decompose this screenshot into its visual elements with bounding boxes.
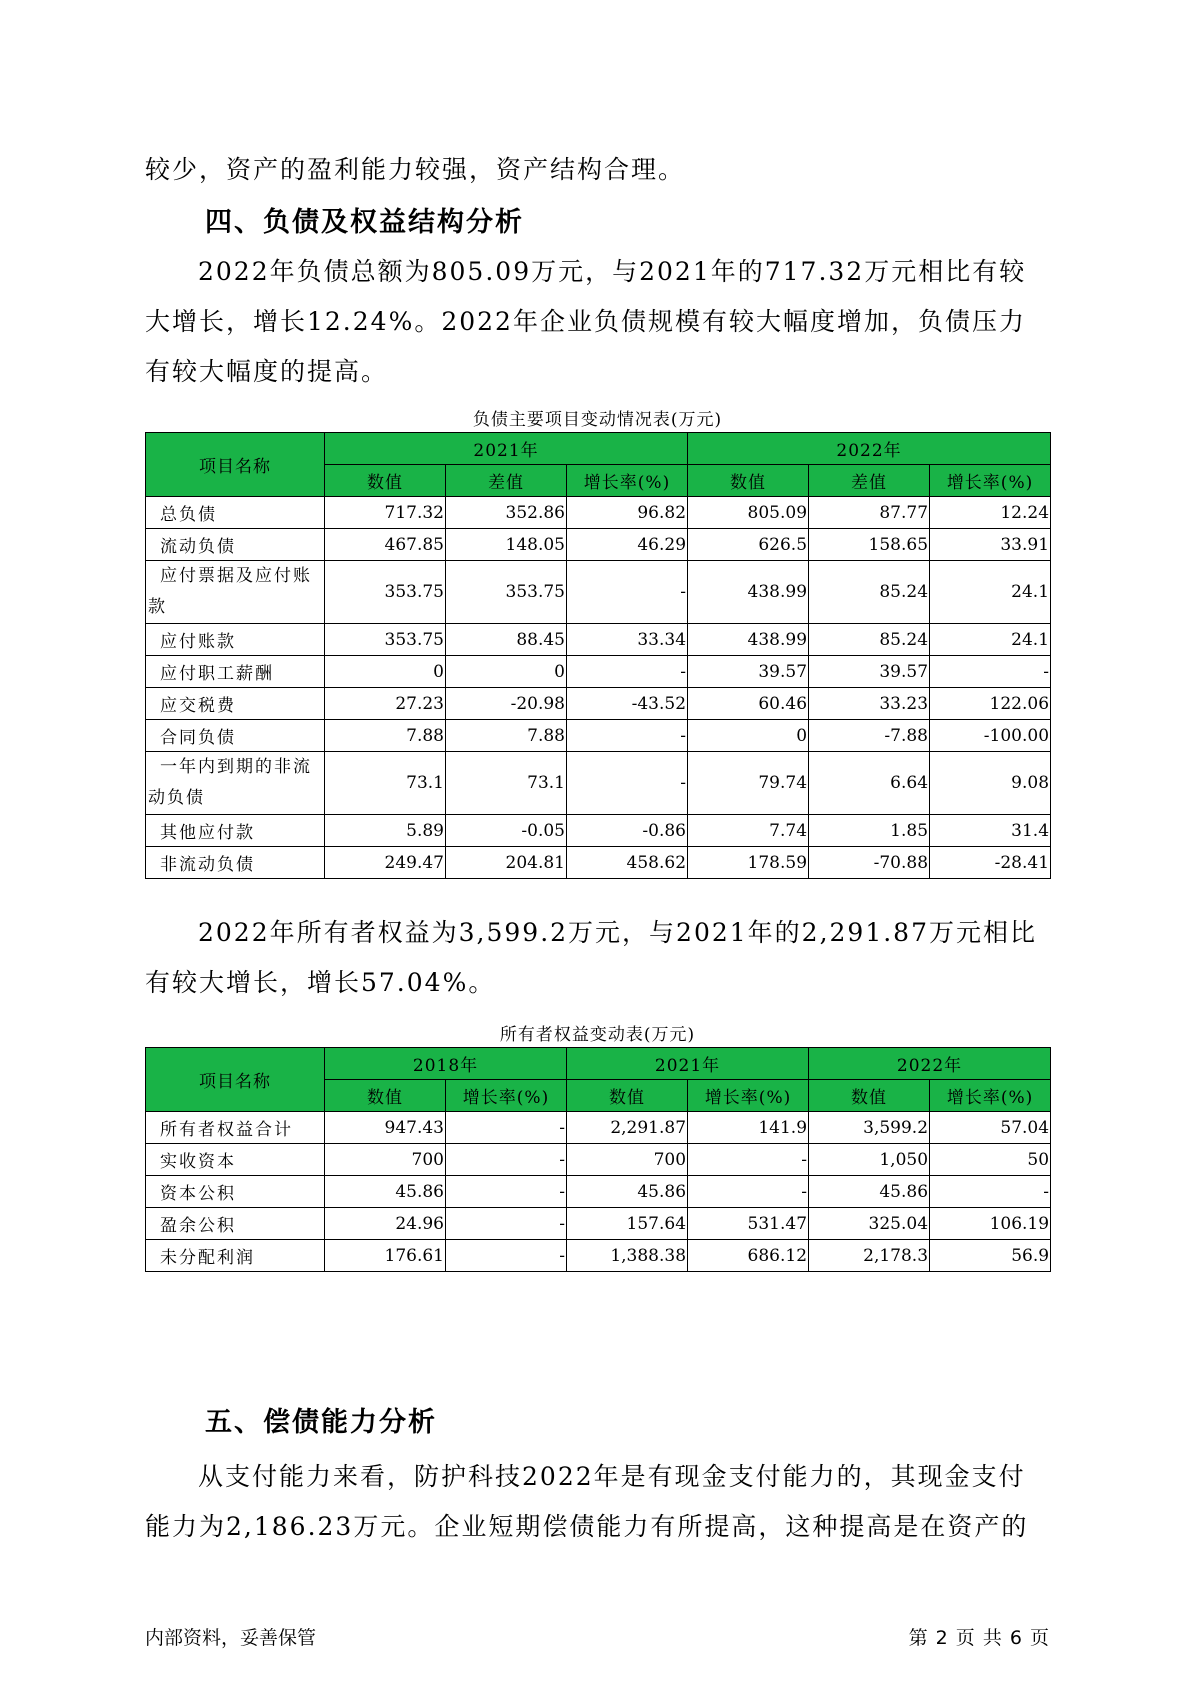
table-cell: 176.61	[325, 1240, 446, 1272]
table-cell: 717.32	[325, 497, 446, 529]
table-cell: 148.05	[446, 529, 567, 561]
table-cell: 353.75	[325, 624, 446, 656]
table-cell: 141.9	[688, 1112, 809, 1144]
table-cell: -20.98	[446, 688, 567, 720]
table-cell: 85.24	[809, 624, 930, 656]
table-cell: 56.9	[930, 1240, 1051, 1272]
table-cell: 249.47	[325, 847, 446, 879]
equity-paragraph: 2022年所有者权益为3,599.2万元，与2021年的2,291.87万元相比有较大增长，增长57.04%。	[145, 918, 1037, 997]
table-cell: 626.5	[688, 529, 809, 561]
column-header-value: 数值	[809, 1080, 930, 1112]
table-cell: -	[688, 1144, 809, 1176]
column-header-value: 数值	[325, 1080, 446, 1112]
table-cell: 31.4	[930, 815, 1051, 847]
table-cell: 39.57	[809, 656, 930, 688]
row-label: 资本公积	[146, 1176, 325, 1208]
table-cell: 57.04	[930, 1112, 1051, 1144]
table-row	[146, 561, 1051, 624]
liability-table	[145, 432, 1051, 879]
table-cell: 60.46	[688, 688, 809, 720]
table-cell: -7.88	[809, 720, 930, 752]
column-header-growth-rate: 增长率(%)	[688, 1080, 809, 1112]
section-5-paragraph: 从支付能力来看，防护科技2022年是有现金支付能力的，其现金支付能力为2,186.23万元。企业短期偿债能力有所提高，这种提高是在资产的	[145, 1462, 1029, 1541]
table-cell: -28.41	[930, 847, 1051, 879]
row-label: 盈余公积	[146, 1208, 325, 1240]
table-cell: 27.23	[325, 688, 446, 720]
row-label: 总负债	[146, 497, 325, 529]
row-label: 应付账款	[146, 624, 325, 656]
section-4-paragraph: 2022年负债总额为805.09万元，与2021年的717.32万元相比有较大增长，增长12.24%。2022年企业负债规模有较大幅度增加，负债压力有较大幅度的提高。	[145, 257, 1027, 386]
table-cell: 12.24	[930, 497, 1051, 529]
table-cell: 0	[325, 656, 446, 688]
table-row	[146, 1112, 1051, 1144]
table-cell: 85.24	[809, 561, 930, 624]
liability-table-caption: 负债主要项目变动情况表(万元)	[472, 410, 723, 430]
table-cell: 33.91	[930, 529, 1051, 561]
table-row	[146, 656, 1051, 688]
column-header-difference: 差值	[809, 465, 930, 497]
table-row	[146, 720, 1051, 752]
table-cell: 467.85	[325, 529, 446, 561]
table-cell: 33.23	[809, 688, 930, 720]
row-label: 非流动负债	[146, 847, 325, 879]
table-cell: 438.99	[688, 561, 809, 624]
table-cell: 1.85	[809, 815, 930, 847]
row-label: 流动负债	[146, 529, 325, 561]
table-row	[146, 1240, 1051, 1272]
table-cell: 73.1	[446, 752, 567, 815]
table-cell: 353.75	[325, 561, 446, 624]
table-cell: 106.19	[930, 1208, 1051, 1240]
table-cell: -	[930, 1176, 1051, 1208]
table-cell: -	[567, 752, 688, 815]
table-cell: 7.88	[446, 720, 567, 752]
table-cell: 96.82	[567, 497, 688, 529]
table-cell: 0	[688, 720, 809, 752]
table-cell: 686.12	[688, 1240, 809, 1272]
table-row	[146, 1144, 1051, 1176]
table-cell: 158.65	[809, 529, 930, 561]
table-cell: -	[446, 1240, 567, 1272]
continued-paragraph: 较少，资产的盈利能力较强，资产结构合理。	[145, 155, 686, 184]
table-cell: 6.64	[809, 752, 930, 815]
row-label: 应付票据及应付账款	[146, 561, 325, 624]
table-cell: 24.1	[930, 561, 1051, 624]
row-label: 实收资本	[146, 1144, 325, 1176]
column-header-year: 2022年	[688, 433, 1051, 465]
table-cell: 7.88	[325, 720, 446, 752]
column-header-value: 数值	[325, 465, 446, 497]
table-cell: -	[567, 720, 688, 752]
table-row	[146, 624, 1051, 656]
table-row	[146, 529, 1051, 561]
table-cell: 24.1	[930, 624, 1051, 656]
table-cell: 46.29	[567, 529, 688, 561]
table-cell: 352.86	[446, 497, 567, 529]
column-header-growth-rate: 增长率(%)	[567, 465, 688, 497]
footer-page-number: 第 2 页 共 6 页	[908, 1627, 1050, 1649]
column-header-growth-rate: 增长率(%)	[930, 1080, 1051, 1112]
table-cell: -	[567, 561, 688, 624]
table-cell: 39.57	[688, 656, 809, 688]
table-row	[146, 847, 1051, 879]
table-cell: 947.43	[325, 1112, 446, 1144]
table-cell: -	[688, 1176, 809, 1208]
table-cell: 1,388.38	[567, 1240, 688, 1272]
table-cell: -100.00	[930, 720, 1051, 752]
table-cell: 73.1	[325, 752, 446, 815]
table-cell: -	[446, 1208, 567, 1240]
section-5-heading: 五、偿债能力分析	[205, 1407, 437, 1438]
table-cell: 700	[325, 1144, 446, 1176]
table-cell: 353.75	[446, 561, 567, 624]
column-header-item-name: 项目名称	[146, 433, 325, 497]
table-cell: 45.86	[809, 1176, 930, 1208]
table-cell: 325.04	[809, 1208, 930, 1240]
table-cell: -	[446, 1176, 567, 1208]
table-cell: 2,178.3	[809, 1240, 930, 1272]
footer-confidential-note: 内部资料，妥善保管	[145, 1627, 317, 1649]
table-row	[146, 815, 1051, 847]
table-row	[146, 497, 1051, 529]
table-cell: 1,050	[809, 1144, 930, 1176]
table-cell: 0	[446, 656, 567, 688]
table-cell: -	[446, 1144, 567, 1176]
column-header-year: 2021年	[567, 1048, 809, 1080]
table-cell: 122.06	[930, 688, 1051, 720]
column-header-year: 2022年	[809, 1048, 1051, 1080]
table-cell: 33.34	[567, 624, 688, 656]
table-row	[146, 1176, 1051, 1208]
table-cell: 805.09	[688, 497, 809, 529]
table-cell: 5.89	[325, 815, 446, 847]
column-header-growth-rate: 增长率(%)	[446, 1080, 567, 1112]
table-cell: 50	[930, 1144, 1051, 1176]
table-cell: 178.59	[688, 847, 809, 879]
table-cell: 157.64	[567, 1208, 688, 1240]
table-cell: 45.86	[567, 1176, 688, 1208]
row-label: 应交税费	[146, 688, 325, 720]
table-cell: 7.74	[688, 815, 809, 847]
table-cell: 531.47	[688, 1208, 809, 1240]
row-label: 未分配利润	[146, 1240, 325, 1272]
row-label: 合同负债	[146, 720, 325, 752]
table-cell: -	[930, 656, 1051, 688]
column-header-growth-rate: 增长率(%)	[930, 465, 1051, 497]
equity-table-caption: 所有者权益变动表(万元)	[499, 1025, 696, 1045]
column-header-item-name: 项目名称	[146, 1048, 325, 1112]
column-header-value: 数值	[567, 1080, 688, 1112]
row-label: 所有者权益合计	[146, 1112, 325, 1144]
table-cell: 87.77	[809, 497, 930, 529]
row-label: 其他应付款	[146, 815, 325, 847]
table-cell: 45.86	[325, 1176, 446, 1208]
table-cell: -0.05	[446, 815, 567, 847]
table-cell: -	[567, 656, 688, 688]
row-label: 一年内到期的非流动负债	[146, 752, 325, 815]
table-cell: 204.81	[446, 847, 567, 879]
table-cell: -0.86	[567, 815, 688, 847]
table-cell: 2,291.87	[567, 1112, 688, 1144]
table-row	[146, 752, 1051, 815]
column-header-value: 数值	[688, 465, 809, 497]
table-cell: -	[446, 1112, 567, 1144]
table-row	[146, 688, 1051, 720]
table-cell: 3,599.2	[809, 1112, 930, 1144]
column-header-year: 2018年	[325, 1048, 567, 1080]
equity-table	[145, 1047, 1051, 1272]
table-cell: 438.99	[688, 624, 809, 656]
table-cell: 88.45	[446, 624, 567, 656]
column-header-year: 2021年	[325, 433, 688, 465]
table-cell: 9.08	[930, 752, 1051, 815]
table-cell: 458.62	[567, 847, 688, 879]
row-label: 应付职工薪酬	[146, 656, 325, 688]
table-cell: 79.74	[688, 752, 809, 815]
table-cell: -70.88	[809, 847, 930, 879]
table-cell: 24.96	[325, 1208, 446, 1240]
section-4-heading: 四、负债及权益结构分析	[205, 207, 524, 238]
table-cell: 700	[567, 1144, 688, 1176]
table-cell: -43.52	[567, 688, 688, 720]
column-header-difference: 差值	[446, 465, 567, 497]
table-row	[146, 1208, 1051, 1240]
